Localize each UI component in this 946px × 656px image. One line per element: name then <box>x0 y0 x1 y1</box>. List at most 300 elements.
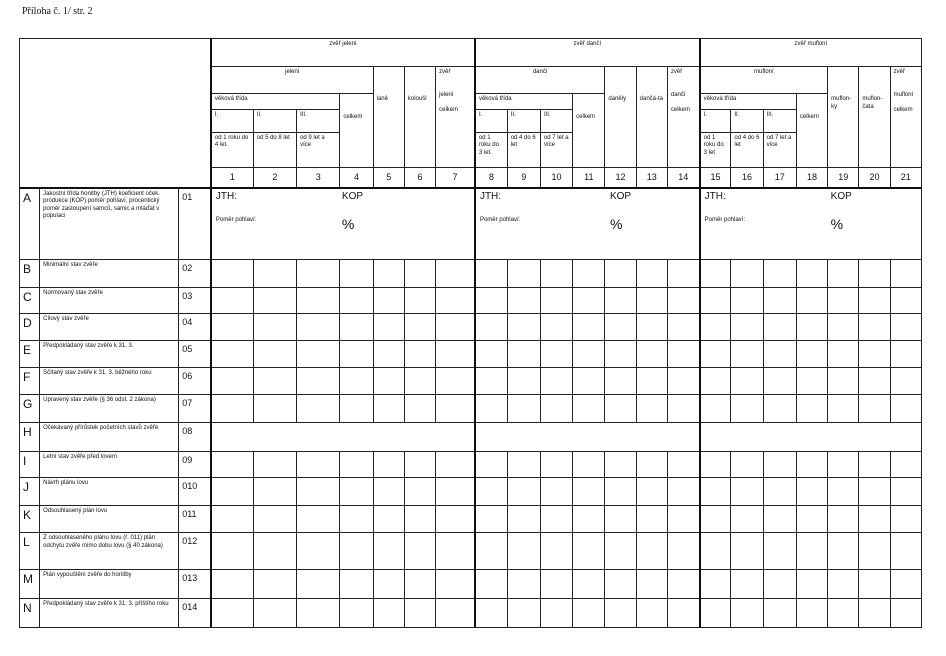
data-cell[interactable] <box>890 452 921 478</box>
data-cell[interactable] <box>373 288 404 314</box>
group-total-l3: celkem <box>670 106 690 113</box>
data-cell[interactable] <box>507 452 540 478</box>
data-cell[interactable] <box>436 368 475 395</box>
data-cell[interactable] <box>859 288 890 314</box>
data-cell[interactable] <box>297 599 340 628</box>
data-cell[interactable] <box>211 423 475 452</box>
data-cell[interactable] <box>890 341 921 368</box>
data-cell[interactable] <box>540 395 572 423</box>
data-cell[interactable] <box>700 423 922 452</box>
data-cell[interactable] <box>763 288 796 314</box>
data-cell[interactable] <box>297 395 340 423</box>
data-cell[interactable] <box>373 368 404 395</box>
data-cell[interactable] <box>605 506 636 533</box>
data-cell[interactable] <box>340 288 373 314</box>
data-cell[interactable] <box>507 570 540 599</box>
data-cell[interactable] <box>297 533 340 570</box>
data-cell[interactable] <box>340 314 373 341</box>
data-cell[interactable] <box>573 260 605 288</box>
data-cell[interactable] <box>404 599 435 628</box>
data-cell[interactable] <box>475 423 700 452</box>
row-code-text: 01 <box>182 191 193 202</box>
data-cell[interactable] <box>700 368 731 395</box>
data-cell[interactable] <box>828 260 859 288</box>
data-cell[interactable] <box>211 314 253 341</box>
row-label <box>40 570 179 599</box>
data-cell[interactable] <box>573 395 605 423</box>
row-letter-text: G <box>23 397 33 411</box>
data-cell[interactable] <box>667 533 699 570</box>
data-cell[interactable] <box>636 314 667 341</box>
data-cell[interactable] <box>573 599 605 628</box>
table-row <box>20 570 922 599</box>
data-cell[interactable] <box>211 570 253 599</box>
data-cell[interactable] <box>253 314 296 341</box>
subgroup-text: mufloní <box>754 69 774 75</box>
data-cell[interactable] <box>540 506 572 533</box>
data-cell[interactable] <box>475 288 507 314</box>
data-cell[interactable] <box>859 570 890 599</box>
row-label-text: Očekávaný přírůstek početních stavů zvěře <box>43 425 159 431</box>
data-cell[interactable] <box>297 314 340 341</box>
data-cell[interactable] <box>507 368 540 395</box>
data-cell[interactable] <box>890 478 921 506</box>
data-cell[interactable] <box>297 452 340 478</box>
data-cell[interactable] <box>211 533 253 570</box>
data-cell[interactable] <box>507 478 540 506</box>
data-cell[interactable] <box>573 478 605 506</box>
data-cell[interactable] <box>828 368 859 395</box>
data-cell[interactable] <box>507 314 540 341</box>
row-letter <box>20 533 40 570</box>
data-cell[interactable] <box>796 314 827 341</box>
data-cell[interactable] <box>636 570 667 599</box>
data-cell[interactable] <box>890 506 921 533</box>
data-cell[interactable] <box>475 506 507 533</box>
data-cell[interactable] <box>667 260 699 288</box>
data-cell[interactable] <box>475 260 507 288</box>
data-cell[interactable] <box>436 506 475 533</box>
data-cell[interactable] <box>475 314 507 341</box>
data-cell[interactable] <box>404 478 435 506</box>
data-cell[interactable] <box>731 478 763 506</box>
data-cell[interactable] <box>373 506 404 533</box>
column-number-text: 8 <box>488 171 494 182</box>
data-cell[interactable] <box>340 506 373 533</box>
data-cell[interactable] <box>605 260 636 288</box>
data-cell[interactable] <box>540 452 572 478</box>
data-cell[interactable] <box>436 288 475 314</box>
data-cell[interactable] <box>731 506 763 533</box>
data-cell[interactable] <box>340 478 373 506</box>
data-cell[interactable] <box>297 570 340 599</box>
data-cell[interactable] <box>636 341 667 368</box>
age-class-cell <box>211 110 253 168</box>
data-cell[interactable] <box>859 478 890 506</box>
data-cell[interactable] <box>436 570 475 599</box>
column-number <box>700 168 731 188</box>
data-cell[interactable] <box>796 570 827 599</box>
data-cell[interactable] <box>828 395 859 423</box>
data-cell[interactable] <box>763 341 796 368</box>
data-cell[interactable] <box>404 395 435 423</box>
data-cell[interactable] <box>890 314 921 341</box>
data-cell[interactable] <box>763 599 796 628</box>
data-cell[interactable] <box>796 452 827 478</box>
data-cell[interactable] <box>297 260 340 288</box>
data-cell[interactable] <box>540 368 572 395</box>
data-cell[interactable] <box>605 341 636 368</box>
data-cell[interactable] <box>507 599 540 628</box>
data-cell[interactable] <box>211 478 253 506</box>
row-letter-text: A <box>23 190 32 205</box>
data-cell[interactable] <box>297 478 340 506</box>
data-cell[interactable] <box>540 533 572 570</box>
data-cell[interactable] <box>475 478 507 506</box>
data-cell[interactable] <box>507 533 540 570</box>
data-cell[interactable] <box>859 314 890 341</box>
data-cell[interactable] <box>540 288 572 314</box>
data-cell[interactable] <box>404 341 435 368</box>
row-code-text: 010 <box>182 481 198 491</box>
data-cell[interactable] <box>211 506 253 533</box>
data-cell[interactable] <box>763 368 796 395</box>
data-cell[interactable] <box>859 452 890 478</box>
row-a-group-cell[interactable] <box>211 188 475 260</box>
data-cell[interactable] <box>890 395 921 423</box>
data-cell[interactable] <box>828 341 859 368</box>
data-cell[interactable] <box>373 395 404 423</box>
row-letter <box>20 188 40 260</box>
data-cell[interactable] <box>828 506 859 533</box>
data-cell[interactable] <box>605 288 636 314</box>
data-cell[interactable] <box>540 314 572 341</box>
row-label <box>40 341 179 368</box>
data-cell[interactable] <box>211 395 253 423</box>
data-cell[interactable] <box>859 506 890 533</box>
data-cell[interactable] <box>731 260 763 288</box>
column-number <box>475 168 507 188</box>
data-cell[interactable] <box>763 314 796 341</box>
data-cell[interactable] <box>475 368 507 395</box>
data-cell[interactable] <box>436 260 475 288</box>
data-cell[interactable] <box>763 395 796 423</box>
column-number-text: 21 <box>900 171 911 182</box>
data-cell[interactable] <box>828 478 859 506</box>
data-cell[interactable] <box>796 533 827 570</box>
data-cell[interactable] <box>507 506 540 533</box>
data-cell[interactable] <box>253 260 296 288</box>
column-number-text: 9 <box>521 171 527 182</box>
celkem-header <box>796 94 827 168</box>
data-cell[interactable] <box>475 599 507 628</box>
data-cell[interactable] <box>436 599 475 628</box>
data-cell[interactable] <box>636 288 667 314</box>
data-cell[interactable] <box>667 395 699 423</box>
data-cell[interactable] <box>340 533 373 570</box>
data-cell[interactable] <box>507 260 540 288</box>
data-cell[interactable] <box>436 452 475 478</box>
data-cell[interactable] <box>731 341 763 368</box>
data-cell[interactable] <box>605 599 636 628</box>
data-cell[interactable] <box>700 395 731 423</box>
data-cell[interactable] <box>859 599 890 628</box>
data-cell[interactable] <box>731 570 763 599</box>
data-cell[interactable] <box>573 368 605 395</box>
data-cell[interactable] <box>475 395 507 423</box>
data-cell[interactable] <box>475 570 507 599</box>
age-class-cell <box>507 110 540 168</box>
data-cell[interactable] <box>636 260 667 288</box>
column-number <box>763 168 796 188</box>
data-cell[interactable] <box>340 452 373 478</box>
data-cell[interactable] <box>700 533 731 570</box>
data-cell[interactable] <box>253 533 296 570</box>
row-code <box>179 395 211 423</box>
data-cell[interactable] <box>890 368 921 395</box>
row-code-text: 013 <box>182 573 198 583</box>
data-cell[interactable] <box>573 314 605 341</box>
data-cell[interactable] <box>667 452 699 478</box>
data-cell[interactable] <box>211 599 253 628</box>
data-cell[interactable] <box>253 506 296 533</box>
data-cell[interactable] <box>763 452 796 478</box>
data-cell[interactable] <box>211 368 253 395</box>
data-cell[interactable] <box>667 368 699 395</box>
data-cell[interactable] <box>253 570 296 599</box>
data-cell[interactable] <box>763 570 796 599</box>
data-cell[interactable] <box>859 260 890 288</box>
data-cell[interactable] <box>475 452 507 478</box>
data-cell[interactable] <box>731 368 763 395</box>
age-class-cell <box>700 110 731 168</box>
data-cell[interactable] <box>605 452 636 478</box>
data-cell[interactable] <box>573 570 605 599</box>
row-label-text: Odsouhlasený plán lovu <box>43 508 108 514</box>
data-cell[interactable] <box>763 478 796 506</box>
data-cell[interactable] <box>828 570 859 599</box>
data-cell[interactable] <box>404 533 435 570</box>
data-cell[interactable] <box>796 599 827 628</box>
data-cell[interactable] <box>507 341 540 368</box>
data-cell[interactable] <box>700 506 731 533</box>
data-cell[interactable] <box>796 395 827 423</box>
data-cell[interactable] <box>373 599 404 628</box>
data-cell[interactable] <box>404 452 435 478</box>
data-cell[interactable] <box>573 341 605 368</box>
column-number-text: 18 <box>806 171 817 182</box>
data-cell[interactable] <box>700 478 731 506</box>
data-cell[interactable] <box>340 260 373 288</box>
data-cell[interactable] <box>404 570 435 599</box>
data-cell[interactable] <box>828 288 859 314</box>
data-cell[interactable] <box>340 341 373 368</box>
data-cell[interactable] <box>796 478 827 506</box>
data-cell[interactable] <box>436 314 475 341</box>
data-cell[interactable] <box>667 506 699 533</box>
data-cell[interactable] <box>573 506 605 533</box>
data-cell[interactable] <box>731 395 763 423</box>
table-row <box>20 506 922 533</box>
data-cell[interactable] <box>211 260 253 288</box>
age-class-num: III. <box>300 112 307 118</box>
data-cell[interactable] <box>605 570 636 599</box>
data-cell[interactable] <box>667 599 699 628</box>
data-cell[interactable] <box>605 368 636 395</box>
data-cell[interactable] <box>667 314 699 341</box>
data-cell[interactable] <box>890 288 921 314</box>
data-cell[interactable] <box>731 533 763 570</box>
data-cell[interactable] <box>636 599 667 628</box>
data-cell[interactable] <box>373 478 404 506</box>
data-cell[interactable] <box>253 341 296 368</box>
data-cell[interactable] <box>636 533 667 570</box>
data-cell[interactable] <box>731 599 763 628</box>
data-cell[interactable] <box>404 314 435 341</box>
data-cell[interactable] <box>700 260 731 288</box>
data-cell[interactable] <box>436 341 475 368</box>
data-cell[interactable] <box>859 341 890 368</box>
data-cell[interactable] <box>475 533 507 570</box>
data-cell[interactable] <box>297 341 340 368</box>
data-cell[interactable] <box>859 533 890 570</box>
data-cell[interactable] <box>540 260 572 288</box>
data-cell[interactable] <box>573 533 605 570</box>
data-cell[interactable] <box>340 570 373 599</box>
data-cell[interactable] <box>540 570 572 599</box>
data-cell[interactable] <box>436 533 475 570</box>
data-cell[interactable] <box>763 260 796 288</box>
data-cell[interactable] <box>404 288 435 314</box>
column-number-text: 20 <box>869 171 880 182</box>
row-label-text: Jakostní třída honitby (JTH) koeficient oček. produkce (KOP) poměr pohlaví, procentický poměr zastoupení samců, samic a mláďat v populaci <box>43 190 160 219</box>
data-cell[interactable] <box>667 288 699 314</box>
data-cell[interactable] <box>211 341 253 368</box>
data-cell[interactable] <box>636 368 667 395</box>
data-cell[interactable] <box>605 314 636 341</box>
row-code <box>179 478 211 506</box>
data-cell[interactable] <box>340 368 373 395</box>
data-cell[interactable] <box>890 260 921 288</box>
data-cell[interactable] <box>859 395 890 423</box>
data-cell[interactable] <box>796 341 827 368</box>
data-cell[interactable] <box>340 599 373 628</box>
data-cell[interactable] <box>253 478 296 506</box>
data-cell[interactable] <box>605 533 636 570</box>
data-cell[interactable] <box>700 288 731 314</box>
data-cell[interactable] <box>605 395 636 423</box>
data-cell[interactable] <box>859 368 890 395</box>
data-cell[interactable] <box>667 570 699 599</box>
data-cell[interactable] <box>731 452 763 478</box>
data-cell[interactable] <box>540 341 572 368</box>
data-cell[interactable] <box>404 506 435 533</box>
data-cell[interactable] <box>605 478 636 506</box>
row-code <box>179 452 211 478</box>
data-cell[interactable] <box>253 599 296 628</box>
data-cell[interactable] <box>404 368 435 395</box>
data-cell[interactable] <box>763 533 796 570</box>
row-code <box>179 506 211 533</box>
data-cell[interactable] <box>373 570 404 599</box>
data-cell[interactable] <box>297 288 340 314</box>
extra-header-text: dančá-ta <box>639 96 663 102</box>
data-cell[interactable] <box>373 314 404 341</box>
data-cell[interactable] <box>404 260 435 288</box>
data-cell[interactable] <box>890 599 921 628</box>
data-cell[interactable] <box>796 506 827 533</box>
age-class-desc: od 1 roku do 3 let <box>703 134 724 156</box>
data-cell[interactable] <box>373 533 404 570</box>
data-cell[interactable] <box>636 506 667 533</box>
data-cell[interactable] <box>253 288 296 314</box>
data-cell[interactable] <box>796 288 827 314</box>
data-cell[interactable] <box>253 368 296 395</box>
data-cell[interactable] <box>340 395 373 423</box>
data-cell[interactable] <box>436 395 475 423</box>
data-cell[interactable] <box>667 478 699 506</box>
data-cell[interactable] <box>211 452 253 478</box>
data-cell[interactable] <box>297 368 340 395</box>
column-number <box>796 168 827 188</box>
data-cell[interactable] <box>636 478 667 506</box>
row-a-group-cell[interactable] <box>475 188 700 260</box>
data-cell[interactable] <box>436 478 475 506</box>
data-cell[interactable] <box>700 599 731 628</box>
data-cell[interactable] <box>253 452 296 478</box>
data-cell[interactable] <box>731 288 763 314</box>
data-cell[interactable] <box>573 452 605 478</box>
data-cell[interactable] <box>373 452 404 478</box>
data-cell[interactable] <box>700 314 731 341</box>
data-cell[interactable] <box>373 341 404 368</box>
age-class-cell <box>731 110 763 168</box>
data-cell[interactable] <box>211 288 253 314</box>
column-number <box>859 168 890 188</box>
row-a-group-cell[interactable] <box>700 188 922 260</box>
data-cell[interactable] <box>700 452 731 478</box>
data-cell[interactable] <box>507 288 540 314</box>
data-cell[interactable] <box>373 260 404 288</box>
data-cell[interactable] <box>700 570 731 599</box>
data-cell[interactable] <box>828 314 859 341</box>
data-cell[interactable] <box>828 533 859 570</box>
data-cell[interactable] <box>636 452 667 478</box>
data-cell[interactable] <box>890 570 921 599</box>
data-cell[interactable] <box>297 506 340 533</box>
data-cell[interactable] <box>828 452 859 478</box>
data-cell[interactable] <box>890 533 921 570</box>
row-label <box>40 599 179 628</box>
row-code-text: 07 <box>182 398 193 408</box>
data-cell[interactable] <box>636 395 667 423</box>
data-cell[interactable] <box>573 288 605 314</box>
data-cell[interactable] <box>731 314 763 341</box>
data-cell[interactable] <box>763 506 796 533</box>
data-cell[interactable] <box>507 395 540 423</box>
data-cell[interactable] <box>796 260 827 288</box>
data-cell[interactable] <box>253 395 296 423</box>
data-cell[interactable] <box>828 599 859 628</box>
data-cell[interactable] <box>540 599 572 628</box>
data-cell[interactable] <box>700 341 731 368</box>
data-cell[interactable] <box>475 341 507 368</box>
row-label <box>40 395 179 423</box>
extra-header <box>605 67 636 168</box>
data-cell[interactable] <box>796 368 827 395</box>
data-cell[interactable] <box>540 478 572 506</box>
data-cell[interactable] <box>667 341 699 368</box>
